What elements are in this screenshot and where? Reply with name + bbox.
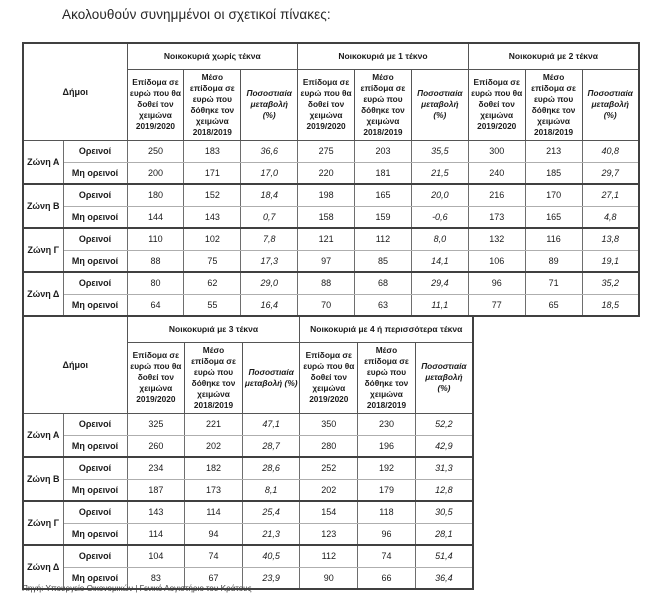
- pct-change-value: 28,7: [242, 435, 300, 457]
- allowance-value: 185: [525, 162, 582, 184]
- pct-change-value: 16,4: [241, 294, 298, 316]
- pct-change-value: 52,2: [415, 413, 473, 435]
- column-header-allowance-2019: Επίδομα σε ευρώ που θα δοθεί τον χειμώνα 2019/2020: [300, 342, 358, 413]
- column-header-allowance-2019: Επίδομα σε ευρώ που θα δοθεί τον χειμώνα 2019/2020: [127, 69, 184, 140]
- allowance-value: 80: [127, 272, 184, 294]
- zone-label: Ζώνη Δ: [23, 272, 63, 316]
- allowance-value: 202: [185, 435, 243, 457]
- pct-change-value: 21,5: [411, 162, 468, 184]
- pct-change-value: 29,7: [582, 162, 639, 184]
- zone-label: Ζώνη Β: [23, 457, 63, 501]
- column-header-allowance-2018: Μέσο επίδομα σε ευρώ που δόθηκε τον χειμώνα 2018/2019: [358, 342, 416, 413]
- table-row: [23, 206, 639, 228]
- pct-change-value: 35,2: [582, 272, 639, 294]
- allowance-value: 200: [127, 162, 184, 184]
- column-header-allowance-2019: Επίδομα σε ευρώ που θα δοθεί τον χειμώνα 2019/2020: [127, 342, 185, 413]
- allowance-value: 143: [127, 501, 185, 523]
- allowance-value: 75: [184, 250, 241, 272]
- pct-change-value: 18,4: [241, 184, 298, 206]
- column-header-pct-change: Ποσοστιαία μεταβολή (%): [241, 69, 298, 140]
- column-header-allowance-2019: Επίδομα σε ευρώ που θα δοθεί τον χειμώνα 2019/2020: [468, 69, 525, 140]
- area-label: Μη ορεινοί: [63, 479, 127, 501]
- table-row: [23, 435, 473, 457]
- allowance-value: 77: [468, 294, 525, 316]
- allowance-value: 152: [184, 184, 241, 206]
- table-row: [23, 413, 473, 435]
- allowance-value: 68: [355, 272, 412, 294]
- area-label: Ορεινοί: [63, 228, 127, 250]
- allowance-value: 88: [127, 250, 184, 272]
- pct-change-value: 36,6: [241, 140, 298, 162]
- allowance-value: 71: [525, 272, 582, 294]
- allowance-value: 112: [355, 228, 412, 250]
- pct-change-value: 31,3: [415, 457, 473, 479]
- allowance-value: 158: [298, 206, 355, 228]
- allowance-value: 102: [184, 228, 241, 250]
- allowance-value: 63: [355, 294, 412, 316]
- pct-change-value: 35,5: [411, 140, 468, 162]
- allowance-value: 173: [468, 206, 525, 228]
- column-header-allowance-2018: Μέσο επίδομα σε ευρώ που δόθηκε τον χειμώνα 2018/2019: [185, 342, 243, 413]
- allowance-value: 275: [298, 140, 355, 162]
- allowance-value: 196: [358, 435, 416, 457]
- area-label: Μη ορεινοί: [63, 294, 127, 316]
- allowance-value: 221: [185, 413, 243, 435]
- allowance-value: 74: [185, 545, 243, 567]
- pct-change-value: 20,0: [411, 184, 468, 206]
- allowance-value: 104: [127, 545, 185, 567]
- allowance-value: 65: [525, 294, 582, 316]
- pct-change-value: 36,4: [415, 567, 473, 589]
- pct-change-value: 28,1: [415, 523, 473, 545]
- pct-change-value: 29,4: [411, 272, 468, 294]
- allowance-value: 114: [127, 523, 185, 545]
- table-row: [23, 294, 639, 316]
- pct-change-value: 14,1: [411, 250, 468, 272]
- allowance-value: 62: [184, 272, 241, 294]
- page-title: Ακολουθούν συνημμένοι οι σχετικοί πίνακες:: [62, 7, 331, 22]
- allowance-value: 144: [127, 206, 184, 228]
- group-header-row: [23, 316, 473, 342]
- area-label: Μη ορεινοί: [63, 162, 127, 184]
- allowance-value: 112: [300, 545, 358, 567]
- table-households-3-4plus-children: [22, 315, 474, 590]
- allowance-value: 70: [298, 294, 355, 316]
- area-label: Ορεινοί: [63, 140, 127, 162]
- allowance-value: 89: [525, 250, 582, 272]
- pct-change-value: 12,8: [415, 479, 473, 501]
- allowance-value: 234: [127, 457, 185, 479]
- group-header-one-child: Νοικοκυριά με 1 τέκνο: [298, 43, 469, 69]
- area-label: Ορεινοί: [63, 501, 127, 523]
- allowance-value: 121: [298, 228, 355, 250]
- allowance-value: 143: [184, 206, 241, 228]
- column-header-municipalities: Δήμοι: [23, 316, 127, 413]
- pct-change-value: 40,5: [242, 545, 300, 567]
- allowance-value: 192: [358, 457, 416, 479]
- pct-change-value: 8,1: [242, 479, 300, 501]
- pct-change-value: 40,8: [582, 140, 639, 162]
- allowance-value: 183: [184, 140, 241, 162]
- allowance-value: 154: [300, 501, 358, 523]
- pct-change-value: 8,0: [411, 228, 468, 250]
- column-header-allowance-2019: Επίδομα σε ευρώ που θα δοθεί τον χειμώνα 2019/2020: [298, 69, 355, 140]
- area-label: Ορεινοί: [63, 272, 127, 294]
- allowance-value: 181: [355, 162, 412, 184]
- table-row: [23, 523, 473, 545]
- area-label: Ορεινοί: [63, 413, 127, 435]
- group-header-four-plus-children: Νοικοκυριά με 4 ή περισσότερα τέκνα: [300, 316, 473, 342]
- table-row: [23, 272, 639, 294]
- table-row: [23, 545, 473, 567]
- allowance-value: 198: [298, 184, 355, 206]
- allowance-value: 240: [468, 162, 525, 184]
- source-note: Πηγή: Υπουργείο Οικονομικών | Γενικό Λογιστήριο του Κράτους: [22, 584, 252, 593]
- pct-change-value: 47,1: [242, 413, 300, 435]
- pct-change-value: 17,3: [241, 250, 298, 272]
- allowance-value: 66: [358, 567, 416, 589]
- allowance-value: 88: [298, 272, 355, 294]
- allowance-value: 170: [525, 184, 582, 206]
- area-label: Ορεινοί: [63, 457, 127, 479]
- pct-change-value: 17,0: [241, 162, 298, 184]
- group-header-no-children: Νοικοκυριά χωρίς τέκνα: [127, 43, 298, 69]
- group-header-three-children: Νοικοκυριά με 3 τέκνα: [127, 316, 300, 342]
- area-label: Μη ορεινοί: [63, 206, 127, 228]
- allowance-value: 96: [358, 523, 416, 545]
- zone-label: Ζώνη Β: [23, 184, 63, 228]
- allowance-value: 213: [525, 140, 582, 162]
- zone-label: Ζώνη Γ: [23, 501, 63, 545]
- area-label: Ορεινοί: [63, 545, 127, 567]
- pct-change-value: 25,4: [242, 501, 300, 523]
- allowance-value: 85: [355, 250, 412, 272]
- allowance-value: 180: [127, 184, 184, 206]
- allowance-value: 159: [355, 206, 412, 228]
- allowance-value: 114: [185, 501, 243, 523]
- table-row: [23, 162, 639, 184]
- allowance-value: 74: [358, 545, 416, 567]
- pct-change-value: 0,7: [241, 206, 298, 228]
- allowance-value: 260: [127, 435, 185, 457]
- table-row: [23, 140, 639, 162]
- pct-change-value: 7,8: [241, 228, 298, 250]
- pct-change-value: -0,6: [411, 206, 468, 228]
- table-row: [23, 501, 473, 523]
- allowance-value: 132: [468, 228, 525, 250]
- pct-change-value: 51,4: [415, 545, 473, 567]
- pct-change-value: 23,9: [242, 567, 300, 589]
- allowance-value: 171: [184, 162, 241, 184]
- allowance-value: 202: [300, 479, 358, 501]
- group-header-row: [23, 43, 639, 69]
- zone-label: Ζώνη Α: [23, 140, 63, 184]
- column-header-allowance-2018: Μέσο επίδομα σε ευρώ που δόθηκε τον χειμώνα 2018/2019: [184, 69, 241, 140]
- area-label: Ορεινοί: [63, 184, 127, 206]
- zone-label: Ζώνη Γ: [23, 228, 63, 272]
- allowance-value: 165: [355, 184, 412, 206]
- area-label: Μη ορεινοί: [63, 523, 127, 545]
- pct-change-value: 30,5: [415, 501, 473, 523]
- allowance-value: 110: [127, 228, 184, 250]
- pct-change-value: 27,1: [582, 184, 639, 206]
- pct-change-value: 13,8: [582, 228, 639, 250]
- pct-change-value: 11,1: [411, 294, 468, 316]
- allowance-value: 123: [300, 523, 358, 545]
- allowance-value: 220: [298, 162, 355, 184]
- table-row: [23, 184, 639, 206]
- zone-label: Ζώνη Α: [23, 413, 63, 457]
- group-header-two-children: Νοικοκυριά με 2 τέκνα: [468, 43, 639, 69]
- allowance-value: 55: [184, 294, 241, 316]
- allowance-value: 179: [358, 479, 416, 501]
- allowance-value: 90: [300, 567, 358, 589]
- allowance-value: 106: [468, 250, 525, 272]
- pct-change-value: 42,9: [415, 435, 473, 457]
- column-header-allowance-2018: Μέσο επίδομα σε ευρώ που δόθηκε τον χειμώνα 2018/2019: [525, 69, 582, 140]
- table-households-0-1-2-children: [22, 42, 640, 317]
- allowance-value: 230: [358, 413, 416, 435]
- table-row: [23, 479, 473, 501]
- area-label: Μη ορεινοί: [63, 435, 127, 457]
- allowance-value: 252: [300, 457, 358, 479]
- allowance-value: 250: [127, 140, 184, 162]
- allowance-value: 118: [358, 501, 416, 523]
- allowance-value: 280: [300, 435, 358, 457]
- allowance-value: 350: [300, 413, 358, 435]
- column-header-municipalities: Δήμοι: [23, 43, 127, 140]
- table-row: [23, 250, 639, 272]
- pct-change-value: 18,5: [582, 294, 639, 316]
- allowance-value: 300: [468, 140, 525, 162]
- allowance-value: 325: [127, 413, 185, 435]
- area-label: Μη ορεινοί: [63, 250, 127, 272]
- allowance-value: 216: [468, 184, 525, 206]
- allowance-value: 96: [468, 272, 525, 294]
- pct-change-value: 21,3: [242, 523, 300, 545]
- allowance-value: 182: [185, 457, 243, 479]
- column-header-pct-change: Ποσοστιαία μεταβολή (%): [582, 69, 639, 140]
- allowance-value: 64: [127, 294, 184, 316]
- zone-label: Ζώνη Δ: [23, 545, 63, 589]
- column-header-pct-change: Ποσοστιαία μεταβολή (%): [242, 342, 300, 413]
- allowance-value: 165: [525, 206, 582, 228]
- allowance-value: 173: [185, 479, 243, 501]
- area-label: Μη ορεινοί: [63, 567, 127, 589]
- table-row: [23, 457, 473, 479]
- allowance-value: 94: [185, 523, 243, 545]
- column-header-pct-change: Ποσοστιαία μεταβολή (%): [415, 342, 473, 413]
- pct-change-value: 29,0: [241, 272, 298, 294]
- allowance-value: 203: [355, 140, 412, 162]
- allowance-value: 187: [127, 479, 185, 501]
- allowance-value: 116: [525, 228, 582, 250]
- pct-change-value: 28,6: [242, 457, 300, 479]
- allowance-value: 67: [185, 567, 243, 589]
- column-header-pct-change: Ποσοστιαία μεταβολή (%): [411, 69, 468, 140]
- pct-change-value: 19,1: [582, 250, 639, 272]
- allowance-value: 97: [298, 250, 355, 272]
- table-row: [23, 228, 639, 250]
- allowance-value: 83: [127, 567, 185, 589]
- pct-change-value: 4,8: [582, 206, 639, 228]
- column-header-allowance-2018: Μέσο επίδομα σε ευρώ που δόθηκε τον χειμώνα 2018/2019: [355, 69, 412, 140]
